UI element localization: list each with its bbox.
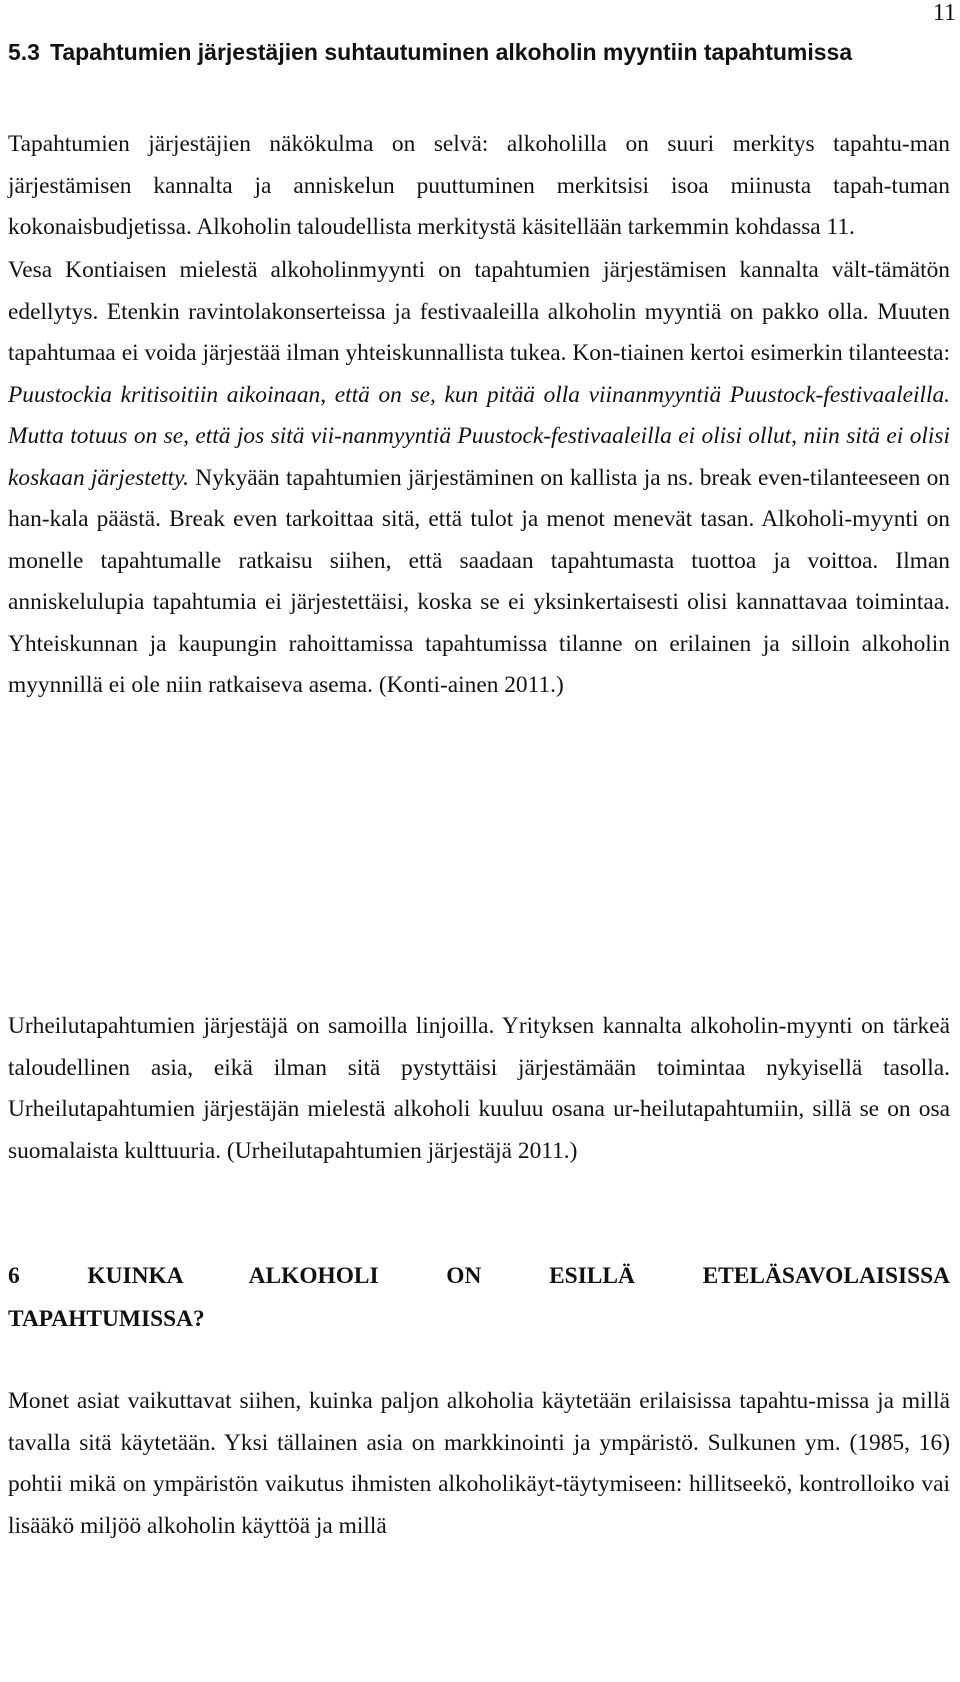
paragraph-2-text-a: Vesa Kontiaisen mielestä alkoholinmyynti on tapahtumien järjestämisen kannalta vält-tämätön edellytys. Etenkin ravintolakonserteissa ja festivaaleilla alkoholin myyntiä on pakko olla. Muuten tapahtumaa ei voida järjestää ilman yhteiskunnallista tukea. Kon-tiainen kertoi esimerkin tilanteesta:: [8, 257, 950, 366]
section-heading: [8, 39, 852, 66]
section-title: Tapahtumien järjestäjien suhtautuminen alkoholin myyntiin tapahtumissa: [49, 39, 853, 65]
paragraph-4: Monet asiat vaikuttavat siihen, kuinka paljon alkoholia käytetään erilaisissa tapahtu-missa ja millä tavalla sitä käytetään. Yksi tällainen asia on markkinointi ja ympäristö. Sulkunen ym. (1985, 16) pohtii mikä on ympäristön vaikutus ihmisten alkoholikäyt-täytymiseen: hillitseekö, kontrolloiko vai lisääkö miljöö alkoholin käyttöä ja millä: [8, 1388, 950, 1539]
paragraph-1: Tapahtumien järjestäjien näkökulma on selvä: alkoholilla on suuri merkitys tapahtu-man järjestämisen kannalta ja anniskelun puuttuminen merkitsisi isoa miinusta tapah-tuman kokonaisbudjetissa. Alkoholin taloudellista merkitystä käsitellään tarkemmin kohdassa 11.: [8, 131, 950, 240]
page-number: 11: [932, 0, 956, 26]
paragraph-2: [8, 250, 950, 707]
chapter-heading-line-1: 6 KUINKA ALKOHOLI ON ESILLÄ ETELÄSAVOLAISISSA: [8, 1263, 950, 1289]
section-number: 5.3: [8, 39, 40, 65]
interview-quote: Puustockia kritisoitiin aikoinaan, että on se, kun pitää olla viinanmyyntiä Puustock-festivaaleilla. Mutta totuus on se, että jos sitä vii-nanmyyntiä Puustock-festivaaleilla ei olisi ollut, niin sitä ei olisi koskaan järjestetty.: [8, 381, 950, 491]
chapter-heading-line-2: TAPAHTUMISSA?: [8, 1306, 205, 1332]
chapter-heading: [8, 1255, 950, 1341]
paragraph-3: Urheilutapahtumien järjestäjä on samoilla linjoilla. Yrityksen kannalta alkoholin-myynti on tärkeä taloudellinen asia, eikä ilman sitä pystyttäisi järjestämään toimintaa nykyisellä tasolla. Urheilutapahtumien järjestäjän mielestä alkoholi kuuluu osana ur-heilutapahtumiin, sillä se on osa suomalaista kulttuuria. (Urheilutapahtumien järjestäjä 2011.): [8, 1013, 950, 1164]
paragraph-2-text-b: Nykyään tapahtumien järjestäminen on kallista ja ns. break even-tilanteeseen on han-kala päästä. Break even tarkoittaa sitä, että tulot ja menot menevät tasan. Alkoholi-myynti on monelle tapahtumalle ratkaisu siihen, että saadaan tapahtumasta tuottoa ja voittoa. Ilman anniskelulupia tapahtumia ei järjestettäisi, koska se ei yksinkertaisesti olisi kannattavaa toimintaa. Yhteiskunnan ja kaupungin rahoittamissa tapahtumissa tilanne on erilainen ja silloin alkoholin myynnillä ei ole niin ratkaiseva asema. (Konti-ainen 2011.): [8, 464, 950, 698]
